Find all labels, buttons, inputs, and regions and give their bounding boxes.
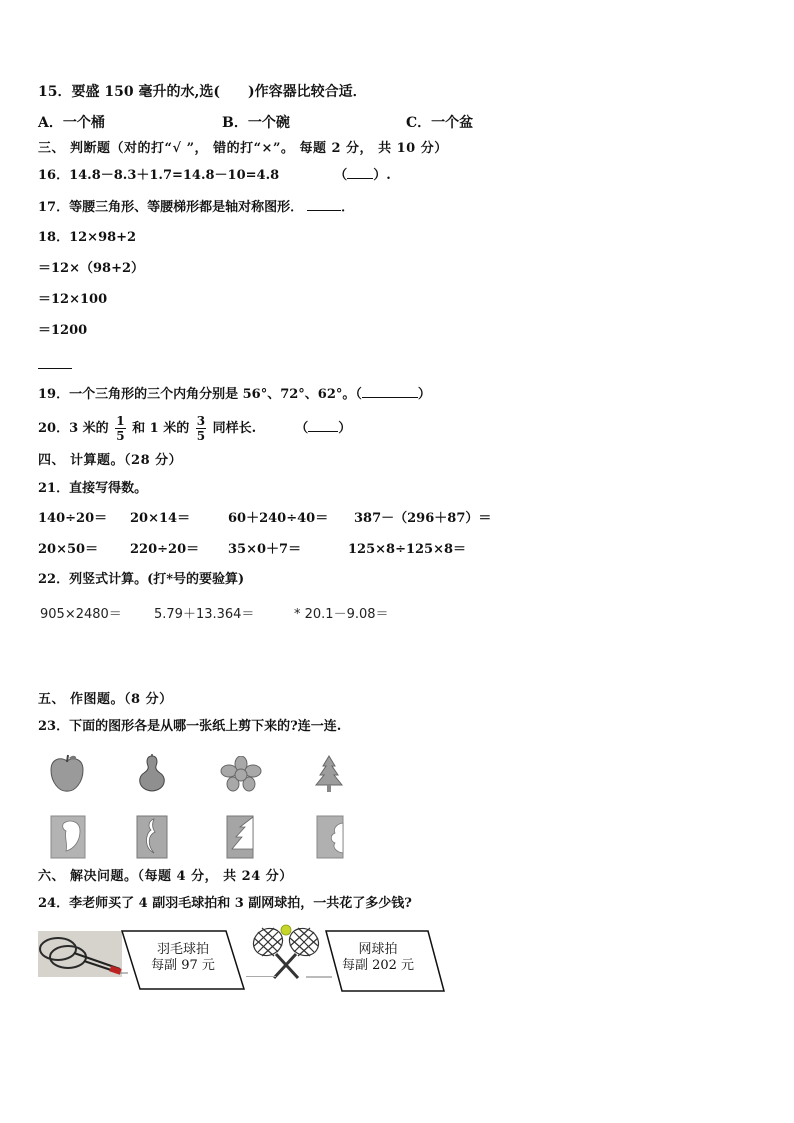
gourd-shape-icon[interactable] (134, 754, 170, 794)
q20-frac1-numerator: 1 (116, 414, 125, 428)
q18-line-4: ＝1200 (38, 323, 88, 338)
calc-item: 20×50＝ (38, 542, 99, 557)
apple-shape-icon[interactable] (48, 754, 86, 794)
calc-item: 125×8÷125×8＝ (348, 542, 467, 557)
calc-item: 20×14＝ (130, 511, 191, 526)
calc-item: 35×0＋7＝ (228, 542, 302, 557)
calc-item: 140÷20＝ (38, 511, 108, 526)
fraction-3-5 (196, 414, 206, 443)
paper-cut-2-icon[interactable] (136, 815, 168, 859)
paper-cut-3-icon[interactable] (226, 815, 254, 859)
q19-tail: ） (417, 387, 431, 402)
badminton-price-tag-text (138, 942, 228, 974)
q20-frac2-denominator: 5 (196, 429, 206, 443)
q17-tail: ． (341, 200, 355, 215)
fraction-1-5 (115, 414, 125, 443)
vertical-calc-item: 5.79＋13.364＝ (154, 607, 255, 622)
section-4-title: 四、 计算题。（28 分） (38, 453, 183, 468)
q18-answer-blank[interactable] (38, 368, 72, 369)
question-22-title: 22．列竖式计算。(打*号的要验算) (38, 572, 245, 587)
vertical-calc-item: 905×2480＝ (40, 607, 122, 622)
q20-middle: 和 1 米的 (132, 421, 190, 436)
section-5-title: 五、 作图题。（8 分） (38, 692, 173, 707)
question-15-text: 15．要盛 150 毫升的水,选( )作容器比较合适． (38, 84, 367, 100)
section-3-title: 三、 判断题（对的打“√ ”， 错的打“×”。 每题 2 分， 共 10 分） (38, 141, 448, 156)
q19-answer-blank[interactable] (362, 385, 418, 398)
question-20 (38, 412, 351, 446)
q17-answer-blank[interactable] (307, 198, 341, 211)
badminton-tag-line-1: 羽毛球拍 (156, 942, 209, 957)
tree-shape-icon[interactable] (314, 754, 344, 794)
q16-text: 16．14.8－8.3＋1.7=14.8－10=4.8 (38, 168, 280, 183)
tennis-tag-line-2: 每副 202 元 (341, 958, 415, 973)
q18-line-3: ＝12×100 (38, 292, 108, 307)
q20-bracket-left: （ (295, 421, 309, 436)
q19-text: 19．一个三角形的三个内角分别是 56°、72°、62°。（ (38, 387, 362, 402)
q15-option-a: A．一个桶 (38, 115, 105, 131)
q16-bracket-right: ）. (373, 168, 391, 183)
q17-text: 17．等腰三角形、等腰梯形都是轴对称图形． (38, 200, 304, 215)
calc-item: 220÷20＝ (130, 542, 200, 557)
q18-line-2: ＝12×（98+2） (38, 261, 145, 276)
question-16 (38, 166, 391, 185)
q20-bracket-right: ） (338, 421, 352, 436)
question-17 (38, 198, 354, 217)
q16-bracket-left: （ (334, 168, 348, 183)
question-23-title: 23．下面的图形各是从哪一张纸上剪下来的?连一连. (38, 719, 342, 734)
q16-answer-blank[interactable] (347, 166, 373, 179)
q18-line-1: 18．12×98+2 (38, 230, 137, 245)
calc-item: 60＋240÷40＝ (228, 511, 329, 526)
flower-shape-icon[interactable] (220, 756, 262, 792)
q15-option-b: B．一个碗 (222, 115, 290, 131)
paper-cut-1-icon[interactable] (50, 815, 86, 859)
badminton-racket-image (38, 931, 122, 977)
q20-frac1-denominator: 5 (116, 429, 125, 443)
tennis-tag-line-1: 网球拍 (358, 942, 398, 957)
badminton-tag-line-2: 每副 97 元 (151, 958, 215, 973)
q20-suffix: 同样长. (212, 421, 257, 436)
q20-answer-blank[interactable] (308, 419, 338, 432)
question-21-title: 21．直接写得数。 (38, 481, 148, 496)
q15-option-c: C．一个盆 (406, 115, 474, 131)
tennis-price-tag-text (330, 942, 426, 974)
question-19 (38, 385, 431, 404)
question-24-title: 24．李老师买了 4 副羽毛球拍和 3 副网球拍，一共花了多少钱? (38, 896, 412, 911)
paper-cut-4-icon[interactable] (316, 815, 344, 859)
section-6-title: 六、 解决问题。（每题 4 分， 共 24 分） (38, 869, 293, 884)
divider-line (246, 976, 276, 977)
vertical-calc-item: * 20.1－9.08＝ (294, 607, 389, 622)
calc-item: 387－（296＋87）＝ (354, 511, 492, 526)
q20-prefix: 20．3 米的 (38, 421, 109, 436)
q20-frac2-numerator: 3 (196, 414, 206, 428)
